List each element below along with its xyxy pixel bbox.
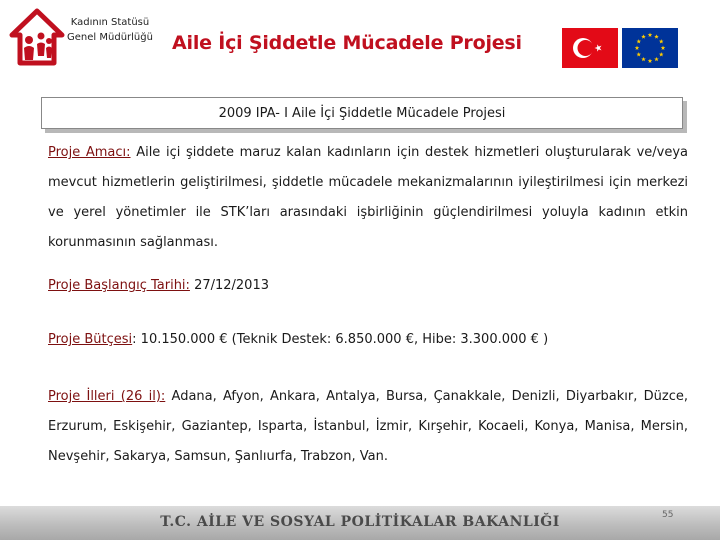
- project-aim-text: Aile içi şiddete maruz kalan kadınların için destek hizmetleri oluşturularak ve/veya mevcut hizmetlerin geliştirilmesi, şiddetle mücadele mekanizmalarının iyileştirilmesi için merkezi ve yerel yönetimler ile STK’ları arasındaki işbirliğinin güçlendirilmesi yoluyla kadının etkin korunmasının sağlanması.: [48, 145, 688, 250]
- footer-bar: [0, 506, 720, 540]
- turkey-flag-icon: [562, 24, 618, 72]
- slide-header: [0, 0, 720, 90]
- subtitle-text: 2009 IPA- I Aile İçi Şiddetle Mücadele Projesi: [218, 105, 506, 121]
- eu-flag-icon: [622, 24, 678, 72]
- logo-line-2: Genel Müdürlüğü: [67, 32, 153, 43]
- project-budget-label: Proje Bütçesi: [48, 332, 133, 347]
- project-aim-label: Proje Amacı:: [48, 145, 131, 160]
- page-number: 55: [662, 510, 674, 520]
- project-start-text: 27/12/2013: [189, 278, 269, 293]
- project-provinces-text: Adana, Afyon, Ankara, Antalya, Bursa, Çanakkale, Denizli, Diyarbakır, Düzce, Erzurum, Eskişehir, Gaziantep, Isparta, İstanbul, İzmir, Kırşehir, Kocaeli, Konya, Manisa, Mersin, Nevşehir, Sakarya, Samsun, Şanlıurfa, Trabzon, Van.: [48, 389, 688, 464]
- project-start-paragraph: [48, 276, 688, 296]
- ksgm-logo-icon: [8, 8, 66, 70]
- project-provinces-paragraph: [48, 382, 688, 472]
- project-budget-paragraph: [48, 330, 688, 350]
- ministry-name: T.C. AİLE VE SOSYAL POLİTİKALAR BAKANLIĞI: [160, 514, 560, 530]
- project-provinces-label: Proje İlleri (26 il):: [48, 389, 166, 404]
- project-aim-paragraph: [48, 138, 688, 258]
- logo-line-1: Kadının Statüsü: [70, 17, 150, 28]
- subtitle-banner: [41, 97, 683, 129]
- project-budget-text: : 10.150.000 € (Teknik Destek: 6.850.000 €, Hibe: 3.300.000 € ): [132, 332, 549, 347]
- page-title: Aile İçi Şiddetle Mücadele Projesi: [172, 32, 522, 54]
- logo-text: [62, 15, 158, 45]
- project-start-label: Proje Başlangıç Tarihi:: [48, 278, 190, 293]
